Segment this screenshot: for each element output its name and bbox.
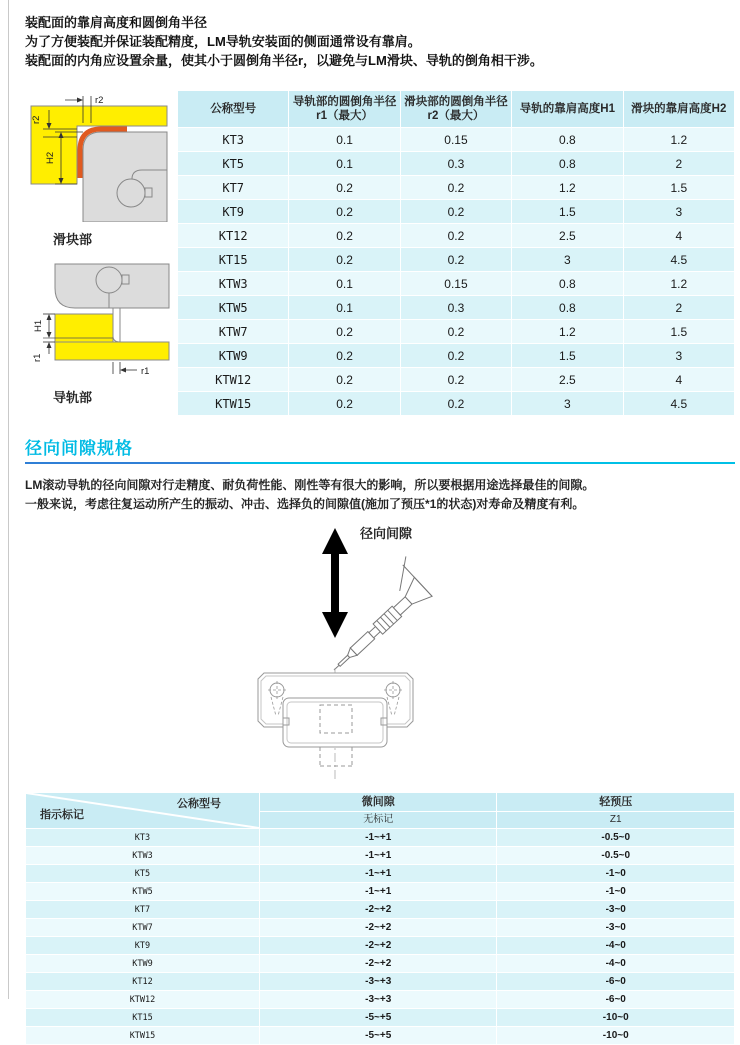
value-cell: 1.2 — [512, 320, 622, 343]
section-title-rule — [25, 462, 735, 464]
value-cell: 0.2 — [401, 248, 511, 271]
value-cell: 0.2 — [401, 200, 511, 223]
model-cell: KT9 — [26, 937, 259, 954]
value-cell: -6~0 — [497, 991, 734, 1008]
value-cell: 0.3 — [401, 296, 511, 319]
value-cell: 3 — [624, 200, 734, 223]
model-cell: KT7 — [178, 176, 288, 199]
value-cell: 0.1 — [289, 128, 399, 151]
model-cell: KTW12 — [26, 991, 259, 1008]
base-plate-shape — [55, 342, 169, 360]
ball-icon — [117, 179, 145, 207]
value-cell: 3 — [624, 344, 734, 367]
clearance-table — [25, 792, 735, 1045]
model-cell: KT5 — [178, 152, 288, 175]
table-row — [26, 1027, 734, 1044]
dim-h2-label: H2 — [45, 151, 56, 164]
intro-line-1: 为了方便装配并保证装配精度，LM导轨安装面的侧面通常设有靠肩。 — [25, 34, 421, 49]
model-cell: KTW15 — [26, 1027, 259, 1044]
value-cell: -1~0 — [497, 865, 734, 882]
value-cell: 0.8 — [512, 128, 622, 151]
ball-tab — [145, 188, 152, 197]
value-cell: 0.2 — [289, 392, 399, 415]
table-header-row — [178, 91, 734, 127]
table-row — [178, 248, 734, 271]
intro-line-2: 装配面的内角应设置余量，使其小于圆倒角半径r，以避免与LM滑块、导轨的倒角相干涉。 — [25, 53, 543, 68]
table-row — [26, 991, 734, 1008]
value-cell: 1.5 — [624, 176, 734, 199]
value-cell: 0.2 — [289, 224, 399, 247]
double-arrow-icon — [322, 528, 348, 638]
value-cell: 0.2 — [289, 248, 399, 271]
value-cell: -1~0 — [497, 883, 734, 900]
model-cell: KT7 — [26, 901, 259, 918]
model-cell: KTW12 — [178, 368, 288, 391]
dim-h1-label: H1 — [33, 319, 44, 332]
value-cell: 0.2 — [401, 320, 511, 343]
value-cell: -1~+1 — [260, 883, 497, 900]
model-cell: KTW7 — [178, 320, 288, 343]
value-cell: 0.15 — [401, 272, 511, 295]
model-cell: KT9 — [178, 200, 288, 223]
value-cell: 3 — [512, 248, 622, 271]
model-cell: KTW5 — [26, 883, 259, 900]
corner-section — [25, 90, 735, 416]
value-cell: -2~+2 — [260, 937, 497, 954]
value-cell: 0.1 — [289, 152, 399, 175]
value-cell: 0.8 — [512, 272, 622, 295]
model-cell: KT3 — [26, 829, 259, 846]
value-cell: 0.2 — [289, 176, 399, 199]
value-cell: 4 — [624, 224, 734, 247]
value-cell: 0.2 — [289, 368, 399, 391]
table-row — [26, 919, 734, 936]
guide-assembly-drawing — [258, 668, 413, 782]
corner-label-model: 公称型号 — [176, 798, 221, 810]
table-row — [26, 883, 734, 900]
value-cell: 1.5 — [512, 200, 622, 223]
section-title: 径向间隙规格 — [25, 439, 133, 458]
table-row — [178, 272, 734, 295]
col-header-block-radius: 滑块部的圆倒角半径r2（最大） — [401, 91, 511, 127]
value-cell: 2 — [624, 152, 734, 175]
model-cell: KT12 — [26, 973, 259, 990]
table-row — [26, 829, 734, 846]
value-cell: -0.5~0 — [497, 847, 734, 864]
model-cell: KTW3 — [178, 272, 288, 295]
value-cell: -4~0 — [497, 937, 734, 954]
table-row — [26, 1009, 734, 1026]
table-row — [178, 320, 734, 343]
slider-block-shape — [83, 132, 167, 222]
value-cell: 2.5 — [512, 224, 622, 247]
table-row — [178, 344, 734, 367]
value-cell: 0.2 — [401, 392, 511, 415]
table-row — [178, 176, 734, 199]
clearance-measurement-diagram — [220, 520, 520, 786]
model-cell: KTW9 — [178, 344, 288, 367]
model-cell: KT15 — [26, 1009, 259, 1026]
value-cell: -1~+1 — [260, 847, 497, 864]
value-cell: 4.5 — [624, 392, 734, 415]
value-cell: -5~+5 — [260, 1027, 497, 1044]
value-cell: 1.2 — [624, 272, 734, 295]
radial-clearance-text — [25, 476, 725, 514]
value-cell: -3~0 — [497, 919, 734, 936]
figure-column — [25, 90, 175, 416]
value-cell: 0.1 — [289, 296, 399, 319]
col-header-rail-radius: 导轨部的圆倒角半径r1（最大） — [289, 91, 399, 127]
value-cell: -10~0 — [497, 1009, 734, 1026]
dim-r1-left-label: r1 — [32, 353, 43, 362]
radial-clearance-label: 径向间隙 — [360, 526, 413, 541]
subheader-z1: Z1 — [497, 812, 734, 828]
page-left-border — [8, 0, 9, 999]
col-header-rail-shoulder: 导轨的靠肩高度H1 — [512, 91, 622, 127]
table-row — [178, 296, 734, 319]
value-cell: -1~+1 — [260, 829, 497, 846]
value-cell: -2~+2 — [260, 901, 497, 918]
value-cell: 0.3 — [401, 152, 511, 175]
value-cell: -0.5~0 — [497, 829, 734, 846]
subheader-no-mark: 无标记 — [260, 812, 497, 828]
clearance-diagram-wrap — [0, 520, 740, 786]
value-cell: 2.5 — [512, 368, 622, 391]
diagonal-header-cell — [26, 793, 259, 828]
intro-title: 装配面的靠肩高度和圆倒角半径 — [25, 15, 208, 30]
model-cell: KTW3 — [26, 847, 259, 864]
value-cell: -3~0 — [497, 901, 734, 918]
table-row — [26, 901, 734, 918]
value-cell: 0.15 — [401, 128, 511, 151]
table-row — [26, 847, 734, 864]
slider-section-figure — [25, 90, 173, 222]
model-cell: KT12 — [178, 224, 288, 247]
value-cell: 0.2 — [401, 176, 511, 199]
value-cell: -2~+2 — [260, 919, 497, 936]
clearance-paragraph-1: LM滚动导轨的径向间隙对行走精度、耐负荷性能、刚性等有很大的影响，所以要根据用途选择最佳的间隙。 — [25, 478, 595, 492]
model-cell: KT5 — [26, 865, 259, 882]
value-cell: 4 — [624, 368, 734, 391]
value-cell: 3 — [512, 392, 622, 415]
table-row — [26, 973, 734, 990]
value-cell: 1.2 — [512, 176, 622, 199]
col-header-micro-clearance: 微间隙 — [260, 793, 497, 811]
model-cell: KT3 — [178, 128, 288, 151]
table-row — [178, 368, 734, 391]
table-row — [26, 865, 734, 882]
dim-r1-bottom-label: r1 — [141, 366, 150, 377]
table-row — [178, 152, 734, 175]
value-cell: -4~0 — [497, 955, 734, 972]
col-header-model: 公称型号 — [178, 91, 288, 127]
table-row — [178, 128, 734, 151]
dim-r2-left-label: r2 — [31, 115, 42, 124]
table-row — [178, 392, 734, 415]
intro-block — [0, 0, 740, 70]
value-cell: 0.2 — [289, 320, 399, 343]
value-cell: 1.5 — [624, 320, 734, 343]
value-cell: 0.2 — [289, 200, 399, 223]
rail-corner-radius — [113, 336, 120, 342]
value-cell: -2~+2 — [260, 955, 497, 972]
dim-r2-top-label: r2 — [95, 95, 104, 106]
value-cell: 2 — [624, 296, 734, 319]
col-header-block-shoulder: 滑块的靠肩高度H2 — [624, 91, 734, 127]
value-cell: 4.5 — [624, 248, 734, 271]
value-cell: 1.5 — [512, 344, 622, 367]
model-cell: KTW15 — [178, 392, 288, 415]
model-cell: KTW9 — [26, 955, 259, 972]
table-row — [178, 224, 734, 247]
model-cell: KT15 — [178, 248, 288, 271]
corner-radius-table — [177, 90, 735, 416]
value-cell: -1~+1 — [260, 865, 497, 882]
table-row — [178, 200, 734, 223]
value-cell: 0.8 — [512, 296, 622, 319]
value-cell: 0.1 — [289, 272, 399, 295]
rail-figure-caption: 导轨部 — [53, 390, 93, 405]
value-cell: 0.8 — [512, 152, 622, 175]
value-cell: 0.2 — [401, 368, 511, 391]
value-cell: -3~+3 — [260, 973, 497, 990]
radial-clearance-section-header — [25, 434, 735, 464]
ball-tab — [122, 275, 129, 284]
value-cell: 0.2 — [401, 344, 511, 367]
table-row — [26, 955, 734, 972]
ball-icon — [96, 267, 122, 293]
model-cell: KTW7 — [26, 919, 259, 936]
value-cell: 0.2 — [401, 224, 511, 247]
clearance-paragraph-2: 一般来说，考虑往复运动所产生的振动、冲击、选择负的间隙值(施加了预压*1的状态)对寿命及精度有利。 — [25, 497, 585, 511]
value-cell: -10~0 — [497, 1027, 734, 1044]
corner-label-mark: 指示标记 — [40, 809, 84, 821]
table-row — [26, 937, 734, 954]
value-cell: -3~+3 — [260, 991, 497, 1008]
model-cell: KTW5 — [178, 296, 288, 319]
value-cell: 0.2 — [289, 344, 399, 367]
rail-section-figure — [25, 258, 173, 380]
value-cell: -5~+5 — [260, 1009, 497, 1026]
value-cell: -6~0 — [497, 973, 734, 990]
value-cell: 1.2 — [624, 128, 734, 151]
slider-figure-caption: 滑块部 — [53, 232, 93, 247]
col-header-light-preload: 轻预压 — [497, 793, 734, 811]
table-header-row — [26, 793, 734, 811]
